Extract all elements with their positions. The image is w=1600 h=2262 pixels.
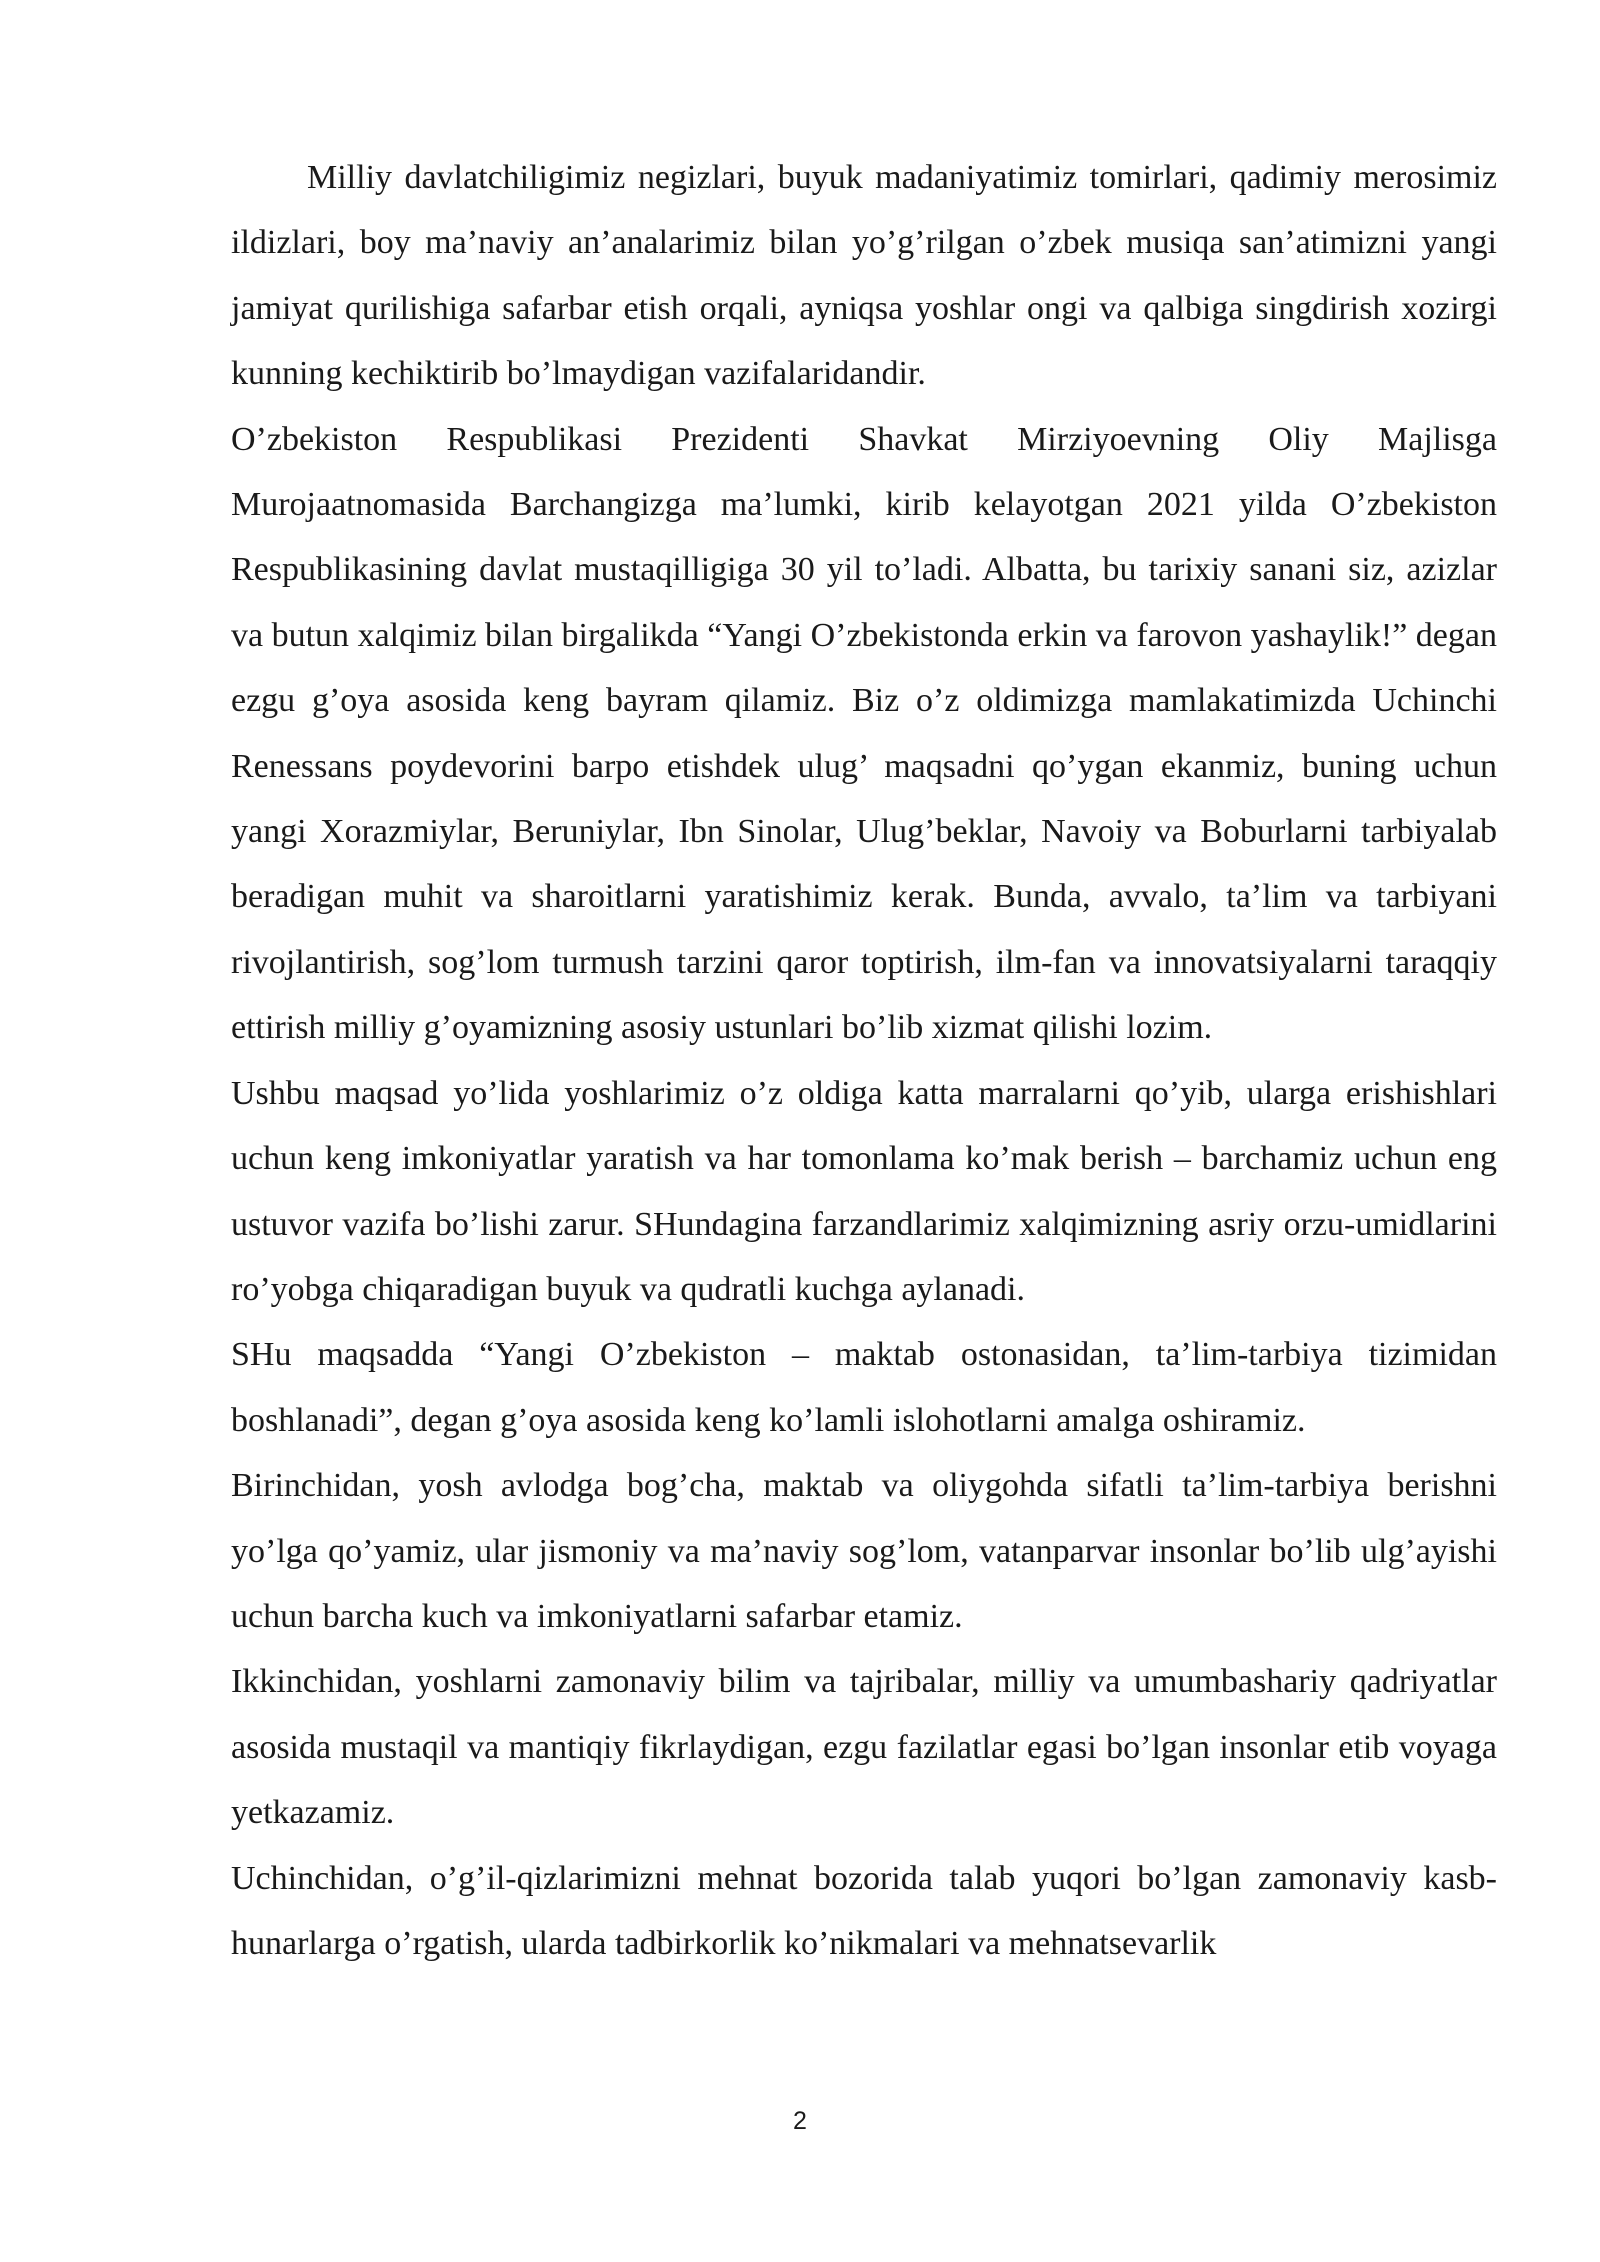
document-body (231, 145, 1497, 1976)
paragraph-new-uzbekistan: SHu maqsadda “Yangi O’zbekiston – maktab ostonasidan, ta’lim-tarbiya tizimidan boshlanadi”, degan g’oya asosida keng ko’lamli islohotlarni amalga oshiramiz. (231, 1336, 1497, 1439)
page-number: 2 (793, 2107, 807, 2135)
paragraph-president-address: O’zbekiston Respublikasi Prezidenti Shavkat Mirziyoevning Oliy Majlisga Murojaatnomasida Barchangizga ma’lumki, kirib kelayotgan 2021 yilda O’zbekiston Respublikasining davlat mustaqilligiga 30 yil to’ladi. Albatta, bu tarixiy sanani siz, azizlar va butun xalqimiz bilan birgalikda “Yangi O’zbekistonda erkin va farovon yashaylik!” degan ezgu g’oya asosida keng bayram qilamiz. Biz o’z oldimizga mamlakatimizda Uchinchi Renessans poydevorini barpo etishdek ulug’ maqsadni qo’ygan ekanmiz, buning uchun yangi Xorazmiylar, Beruniylar, Ibn Sinolar, Ulug’beklar, Navoiy va Boburlarni tarbiyalab beradigan muhit va sharoitlarni yaratishimiz kerak. Bunda, avvalo, ta’lim va tarbiyani rivojlantirish, sog’lom turmush tarzini qaror toptirish, ilm-fan va innovatsiyalarni taraqqiy ettirish milliy g’oyamizning asosiy ustunlari bo’lib xizmat qilishi lozim. (231, 420, 1497, 1047)
paragraph-second: Ikkinchidan, yoshlarni zamonaviy bilim va tajribalar, milliy va umumbashariy qadriyatlar asosida mustaqil va mantiqiy fikrlaydigan, ezgu fazilatlar egasi bo’lgan insonlar etib voyaga yetkazamiz. (231, 1663, 1497, 1832)
paragraph-intro: Milliy davlatchiligimiz negizlari, buyuk madaniyatimiz tomirlari, qadimiy merosimiz ildizlari, boy ma’naviy an’analarimiz bilan yo’g’rilgan o’zbek musiqa san’atimizni yangi jamiyat qurilishiga safarbar etish orqali, ayniqsa yoshlar ongi va qalbiga singdirish xozirgi kunning kechiktirib bo’lmaydigan vazifalaridandir. (231, 159, 1497, 393)
paragraph-first: Birinchidan, yosh avlodga bog’cha, maktab va oliygohda sifatli ta’lim-tarbiya berishni yo’lga qo’yamiz, ular jismoniy va ma’naviy sog’lom, vatanparvar insonlar bo’lib ulg’ayishi uchun barcha kuch va imkoniyatlarni safarbar etamiz. (231, 1467, 1497, 1635)
paragraph-youth-goals: Ushbu maqsad yo’lida yoshlarimiz o’z oldiga katta marralarni qo’yib, ularga erishishlari uchun keng imkoniyatlar yaratish va har tomonlama ko’mak berish – barchamiz uchun eng ustuvor vazifa bo’lishi zarur. SHundagina farzandlarimiz xalqimizning asriy orzu-umidlarini ro’yobga chiqaradigan buyuk va qudratli kuchga aylanadi. (231, 1074, 1497, 1308)
paragraph-third: Uchinchidan, o’g’il-qizlarimizni mehnat bozorida talab yuqori bo’lgan zamonaviy kasb-hunarlarga o’rgatish, ularda tadbirkorlik ko’nikmalari va mehnatsevarlik (231, 1859, 1497, 1962)
